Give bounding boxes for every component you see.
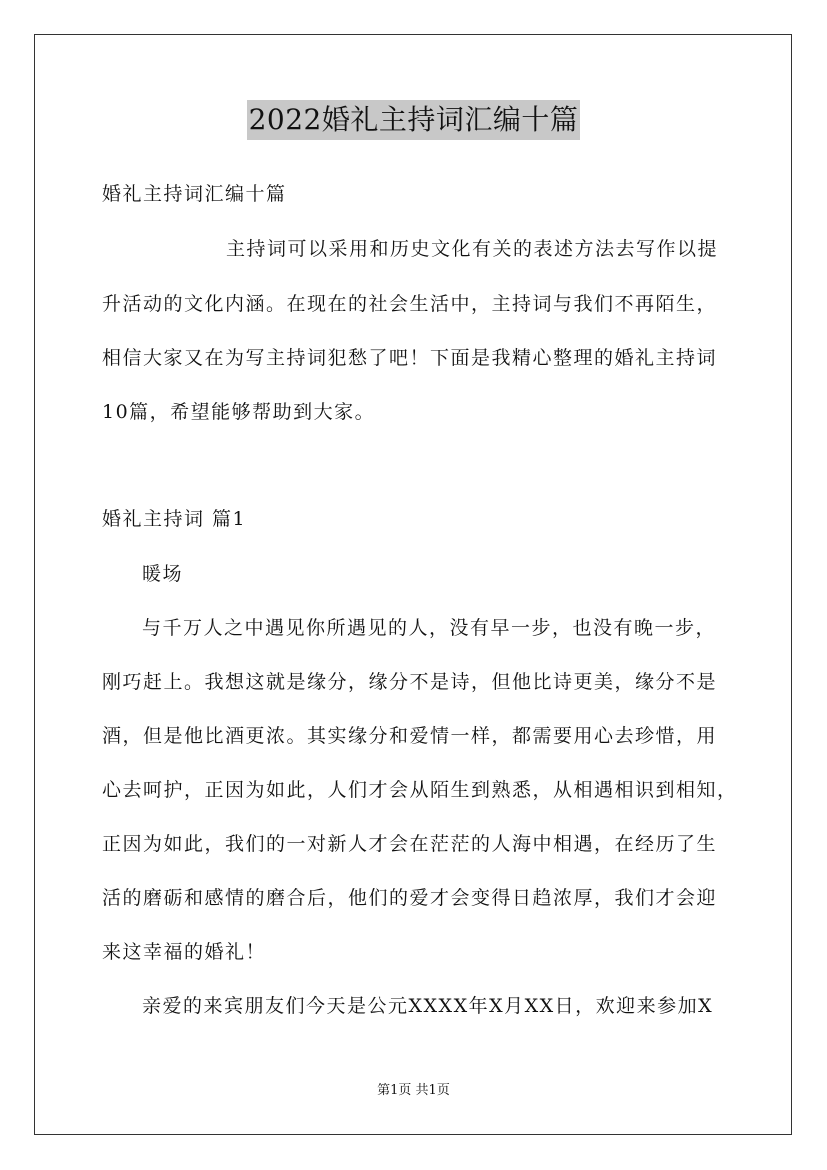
title-container: [0, 100, 827, 140]
body-line: 与千万人之中遇见你所遇见的人，没有早一步，也没有晚一步，: [142, 617, 717, 639]
page-number-footer: 第1页 共1页: [377, 1083, 450, 1098]
intro-line: 相信大家又在为写主持词犯愁了吧！下面是我精心整理的婚礼主持词: [102, 347, 718, 369]
intro-line: 主持词可以采用和历史文化有关的表述方法去写作以提: [226, 238, 719, 260]
body-line: 心去呵护，正因为如此，人们才会从陌生到熟悉，从相遇相识到相知，: [102, 779, 738, 801]
body-line: 活的磨砺和感情的磨合后，他们的爱才会变得日趋浓厚，我们才会迎: [102, 887, 718, 909]
body-line-last: 亲爱的来宾朋友们今天是公元XXXX年X月XX日，欢迎来参加X: [142, 995, 714, 1017]
body-line: 正因为如此，我们的一对新人才会在茫茫的人海中相遇，在经历了生: [102, 833, 718, 855]
document-subtitle: 婚礼主持词汇编十篇: [102, 183, 287, 205]
body-line: 来这幸福的婚礼！: [102, 941, 267, 963]
subheading: 暖场: [142, 563, 184, 585]
document-title: 2022婚礼主持词汇编十篇: [247, 100, 581, 140]
body-line: 刚巧赶上。我想这就是缘分，缘分不是诗，但他比诗更美，缘分不是: [102, 671, 718, 693]
intro-line: 升活动的文化内涵。在现在的社会生活中，主持词与我们不再陌生，: [102, 293, 718, 315]
section-heading: 婚礼主持词 篇1: [102, 508, 247, 530]
intro-line: 10篇，希望能够帮助到大家。: [102, 401, 376, 423]
body-line: 酒，但是他比酒更浓。其实缘分和爱情一样，都需要用心去珍惜，用: [102, 725, 718, 747]
